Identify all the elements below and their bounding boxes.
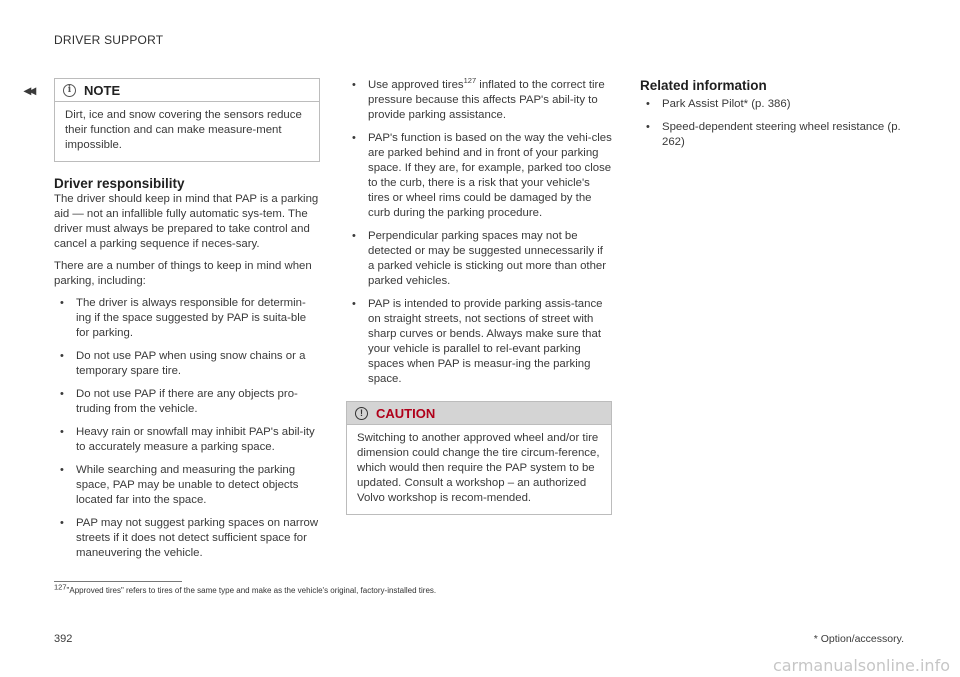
info-icon: i bbox=[63, 84, 76, 97]
caution-header bbox=[347, 402, 611, 425]
footnote-marker: 127 bbox=[54, 582, 67, 592]
bullet-icon: • bbox=[646, 121, 650, 133]
bullet-icon: • bbox=[60, 350, 64, 362]
page-number: 392 bbox=[54, 633, 73, 645]
list-item: • While searching and measuring the parking space, PAP may be unable to detect objects located far into the space. bbox=[60, 464, 299, 506]
related-link-steering-resistance[interactable]: • Speed-dependent steering wheel resistance (p. 262) bbox=[646, 121, 901, 148]
footnote-reference[interactable]: 127 bbox=[463, 76, 477, 86]
continued-marker-icon: ◂◂ bbox=[24, 82, 35, 98]
column-3 bbox=[640, 78, 910, 158]
list-item: • Use approved tires$^{127}$ inflated to the correct tire pressure because this affects PAP's abil-ity to provide parking assistance. bbox=[352, 76, 605, 121]
list-item: • PAP's function is based on the way the vehi-cles are parked behind and in front of your parking space. If they are, for example, parked too close to the curb, there is a risk that your vehicle's tires or wheel rims could be damaged by the curb during the parking procedure. bbox=[352, 132, 612, 219]
related-link-park-assist-pilot[interactable]: • Park Assist Pilot* (p. 386) bbox=[646, 98, 791, 110]
bullet-icon: • bbox=[60, 297, 64, 309]
caution-text: Switching to another approved wheel and/or tire dimension could change the tire circum-ference, which would then require the PAP system to be updated. Consult a workshop – an authorized Volvo workshop is recom-mended. bbox=[357, 432, 600, 504]
note-label: NOTE bbox=[84, 82, 121, 98]
bullet-icon: • bbox=[60, 517, 64, 529]
responsibility-paragraph-2: There are a number of things to keep in mind when parking, including: bbox=[54, 260, 312, 287]
note-text: Dirt, ice and snow covering the sensors reduce their function and can make measure-ment impossible. bbox=[65, 109, 302, 151]
driver-responsibility-heading: Driver responsibility bbox=[54, 176, 185, 191]
list-item: • Perpendicular parking spaces may not be detected or may be suggested unnecessarily if a parked vehicle is sticking out more than other parked vehicles. bbox=[352, 230, 607, 287]
list-item: • Do not use PAP if there are any objects pro-truding from the vehicle. bbox=[60, 388, 298, 415]
note-header bbox=[55, 79, 319, 102]
section-header: DRIVER SUPPORT bbox=[54, 33, 164, 47]
caution-label: CAUTION bbox=[376, 405, 436, 421]
responsibility-paragraph-1: The driver should keep in mind that PAP is a parking aid — not an infallible fully automatic sys-tem. The driver must always be prepared to take control and cancel a parking sequence if neces-sary. bbox=[54, 193, 319, 250]
note-box bbox=[54, 78, 320, 162]
option-accessory-note: * Option/accessory. bbox=[813, 633, 904, 645]
bullet-icon: • bbox=[60, 388, 64, 400]
related-links-list bbox=[640, 97, 910, 150]
related-information-heading: Related information bbox=[640, 78, 767, 93]
bullet-icon: • bbox=[352, 298, 356, 310]
responsibility-list-col1 bbox=[54, 296, 320, 561]
list-item: • The driver is always responsible for determin-ing if the space suggested by PAP is suita-ble for parking. bbox=[60, 297, 307, 339]
list-item: • Heavy rain or snowfall may inhibit PAP's abil-ity to accurately measure a parking space. bbox=[60, 426, 315, 453]
exclamation-icon: ! bbox=[355, 407, 368, 420]
list-item: • PAP is intended to provide parking assis-tance on straight streets, not sections of street with sharp curves or bends. Always make sure that your vehicle is parallel to rel-evant parking spaces when PAP is measur-ing the parking space. bbox=[352, 298, 603, 385]
footnote-divider bbox=[54, 581, 182, 582]
bullet-icon: • bbox=[60, 426, 64, 438]
caution-box bbox=[346, 401, 612, 515]
footnote-text: "Approved tires" refers to tires of the same type and make as the vehicle's original, factory-installed tires. bbox=[66, 586, 437, 595]
column-1 bbox=[54, 78, 320, 569]
footnote bbox=[54, 582, 437, 595]
bullet-icon: • bbox=[352, 230, 356, 242]
responsibility-list-col2 bbox=[346, 78, 612, 387]
bullet-icon: • bbox=[646, 98, 650, 110]
bullet-icon: • bbox=[352, 79, 356, 91]
watermark: carmanualsonline.info bbox=[772, 656, 950, 675]
bullet-icon: • bbox=[60, 464, 64, 476]
list-item: • Do not use PAP when using snow chains or a temporary spare tire. bbox=[60, 350, 306, 377]
list-item: • PAP may not suggest parking spaces on narrow streets if it does not detect sufficient space for maneuvering the vehicle. bbox=[60, 517, 319, 559]
bullet-icon: • bbox=[352, 132, 356, 144]
column-2 bbox=[346, 78, 612, 529]
